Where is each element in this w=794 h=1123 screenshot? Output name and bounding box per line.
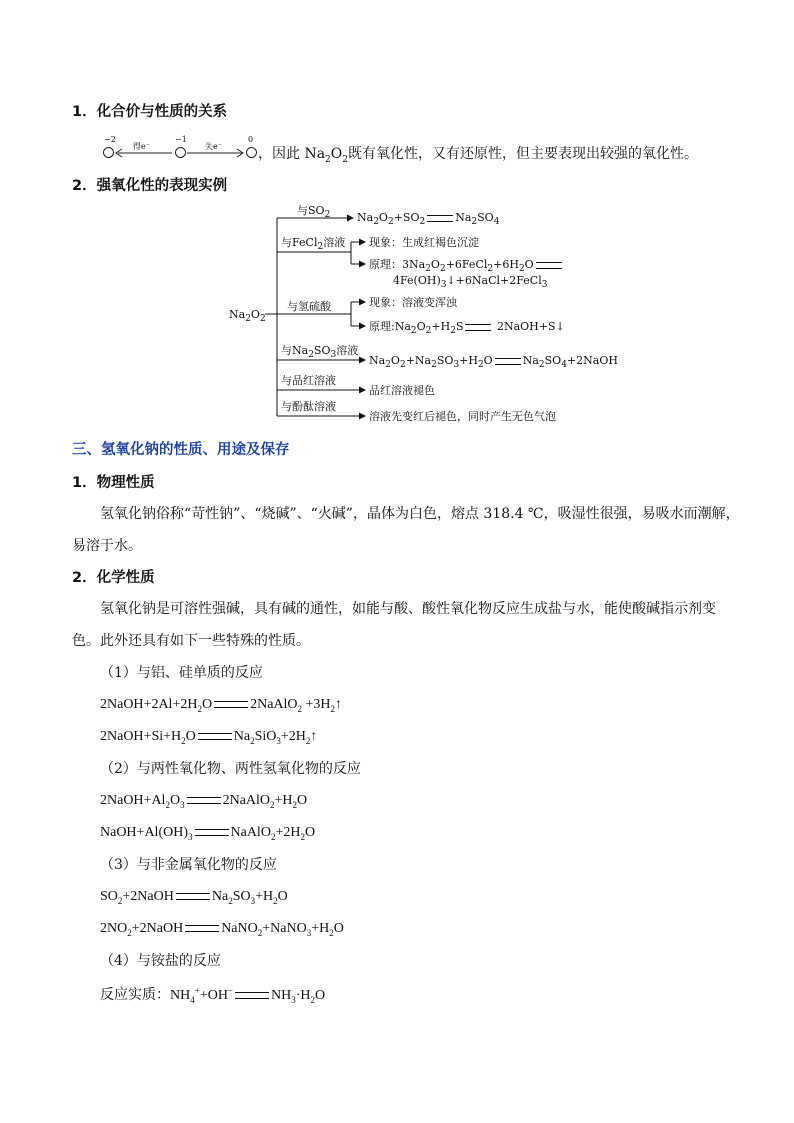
gain-electron-label: 得e⁻ — [133, 142, 150, 151]
equation-4: $NaOH+Al(OH)_3$ $NaAlO_2+2H_2O$ — [100, 825, 316, 842]
ox-state-zero: 0 — [248, 135, 254, 144]
reaction-tree-diagram — [225, 200, 618, 432]
tree-lines — [225, 200, 605, 432]
reaction-essence: 反应实质：$NH_4^++OH^-$ $NH_3\cdot H_2O$ — [100, 985, 326, 1005]
equation-5: $SO_2+2NaOH$ $Na_2SO_3+H_2O$ — [100, 889, 288, 906]
ox-state-minus2: −2 — [104, 135, 116, 144]
item4-heading: （4）与铵盐的反应 — [100, 953, 221, 969]
branch-item-fecl2-principle: 原理：$3Na_2O_2+6FeCl_2+6H_2O$ — [369, 258, 564, 271]
item2-heading: （2）与两性氧化物、两性氢氧化物的反应 — [100, 761, 361, 777]
branch-item-fecl2-phenomenon: 现象：生成红褐色沉淀 — [369, 236, 479, 249]
chemical-properties-heading: 2．化学性质 — [72, 570, 155, 586]
equation-1: $2NaOH+2Al+2H_2O$ 2NaAlO$_2$ $+3H_2↑$ — [100, 697, 343, 714]
ox-circle-3 — [246, 147, 257, 158]
lose-electron-label: 失e⁻ — [205, 142, 222, 151]
branch-label-h2s: 与氢硫酸 — [287, 300, 331, 313]
branch-label-fecl2: 与FeCl$_2$溶液 — [281, 236, 346, 253]
ox-circle-1 — [103, 147, 114, 158]
branch-item-fecl2-principle-cont: $4Fe(OH)_3↓+6NaCl+2FeCl_3$ — [393, 274, 548, 291]
equation-6: $2NO_2+2NaOH$ $NaNO_2+NaNO_3+H_2O$ — [100, 921, 344, 938]
branch-item-pinhong: 品红溶液褪色 — [369, 384, 435, 397]
branch-item-h2s-principle: 原理$:Na_2O_2+H_2S$ 2NaOH+S↓ — [369, 320, 565, 337]
section1-heading: 1．化合价与性质的关系 — [72, 104, 228, 120]
physical-properties-heading: 1．物理性质 — [72, 475, 155, 491]
root-na2o2: $Na_2O_2$ — [229, 308, 266, 325]
ox-circle-2 — [175, 147, 186, 158]
section1-text: ，因此 $Na_2O_2$既有氧化性，又有还原性，但主要表现出较强的氧化性。 — [258, 146, 698, 165]
branch-label-na2so3: 与$Na_2SO_3$溶液 — [281, 344, 359, 361]
branch-label-fenzhi: 与酚酞溶液 — [281, 400, 336, 413]
section3-heading: 三、氢氧化钠的性质、用途及保存 — [72, 442, 290, 458]
branch-item-so2: $Na_2O_2+SO_2$ $Na_2SO_4$ — [357, 211, 500, 228]
chemical-properties-text-2: 色。此外还具有如下一些特殊的性质。 — [72, 633, 310, 649]
branch-item-fenzhi: 溶液先变红后褪色，同时产生无色气泡 — [369, 410, 556, 423]
lose-arrow — [186, 148, 246, 158]
branch-item-na2so3: $Na_2O_2+Na_2SO_3+H_2O$ $Na_2SO_4+2NaOH$ — [369, 354, 618, 371]
item1-heading: （1）与铝、硅单质的反应 — [100, 665, 263, 681]
branch-item-h2s-phenomenon: 现象：溶液变浑浊 — [369, 296, 457, 309]
item3-heading: （3）与非金属氧化物的反应 — [100, 857, 277, 873]
ox-state-minus1: −1 — [175, 135, 187, 144]
section2-heading: 2．强氧化性的表现实例 — [72, 178, 228, 194]
equation-2: $2NaOH+Si+H_2O$ $Na_2SiO_3+2H_2↑$ — [100, 729, 318, 746]
branch-label-so2: 与$SO_2$ — [297, 204, 331, 221]
branch-label-pinhong: 与品红溶液 — [281, 374, 336, 387]
chemical-properties-text-1: 氢氧化钠是可溶性强碱，具有碱的通性，如能与酸、酸性氧化物反应生成盐与水，能使酸碱指示剂变 — [100, 601, 716, 617]
equation-3: $2NaOH+Al_2O_3$ $2NaAlO_2+H_2O$ — [100, 793, 308, 810]
physical-properties-text-2: 易溶于水。 — [72, 538, 142, 554]
gain-arrow — [114, 148, 174, 158]
physical-properties-text-1: 氢氧化钠俗称“苛性钠”、“烧碱”、“火碱”，晶体为白色，熔点 318.4 ℃，吸湿性很强，易吸水而潮解， — [100, 506, 740, 522]
